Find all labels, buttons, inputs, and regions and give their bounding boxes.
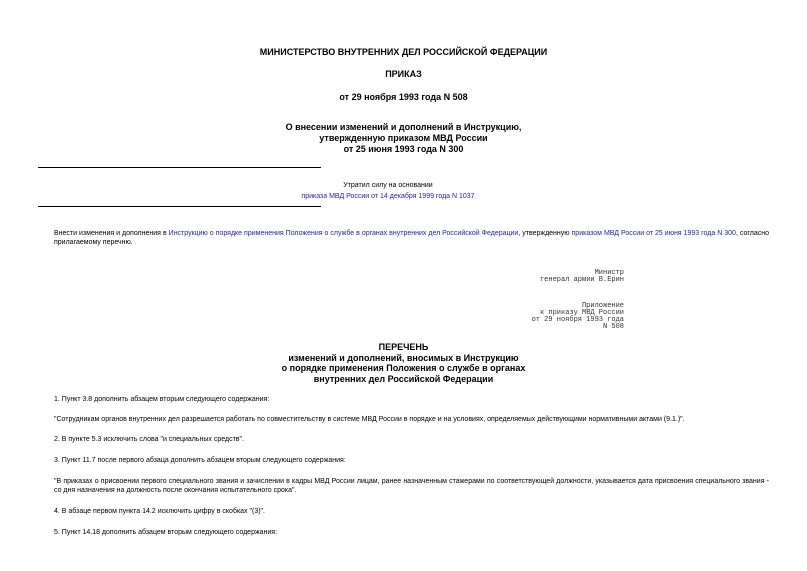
list-title-line-3: о порядке применения Положения о службе в органах xyxy=(281,363,526,373)
divider-bottom xyxy=(38,206,321,207)
status-note-link-wrap xyxy=(38,192,738,201)
list-title-line-2: изменений и дополнений, вносимых в Инструкцию xyxy=(288,353,519,363)
list-item-2: 2. В пункте 5.3 исключить слова "и специальных средств". xyxy=(54,436,244,443)
appendix-ref-line-3: от 29 ноября 1993 года xyxy=(531,316,624,324)
status-note-text: Утратил силу на основании xyxy=(343,182,433,189)
list-title-line-1: ПЕРЕЧЕНЬ xyxy=(378,342,429,352)
order-300-link[interactable]: приказом МВД России от 25 июня 1993 года N 300 xyxy=(571,230,736,237)
repeal-order-link[interactable]: приказа МВД России от 14 декабря 1999 года N 1037 xyxy=(301,193,475,200)
doc-title-line-1: О внесении изменений и дополнений в Инструкцию, xyxy=(285,122,522,132)
instruction-link[interactable]: Инструкцию о порядке применения Положения о службе в органах внутренних дел Российской Федерации xyxy=(168,230,519,237)
divider-top xyxy=(38,167,321,168)
list-item-3: 3. Пункт 11.7 после первого абзаца дополнить абзацем вторым следующего содержания: xyxy=(54,457,346,464)
doc-title-line-3: от 25 июня 1993 года N 300 xyxy=(343,144,464,154)
list-item-1-quote: "Сотрудникам органов внутренних дел разрешается работать по совместительству в системе МВД России в порядке и на условиях, определяемых действующими нормативными актами (9.1.)". xyxy=(54,416,685,423)
doc-date-number: от 29 ноября 1993 года N 508 xyxy=(339,92,468,102)
doc-type-heading: ПРИКАЗ xyxy=(385,69,422,79)
ministry-heading: МИНИСТЕРСТВО ВНУТРЕННИХ ДЕЛ РОССИЙСКОЙ ФЕДЕРАЦИИ xyxy=(259,47,548,57)
signature-title: Министр xyxy=(594,269,624,277)
list-item-4: 4. В абзаце первом пункта 14.2 исключить цифру в скобках "(3)". xyxy=(54,508,265,515)
intro-text-1: Внести изменения и дополнения в xyxy=(54,230,169,237)
list-item-3-quote: "В приказах о присвоении первого специального звания и зачислении в кадры МВД России лицам, ранее назначенным стажерами по соответствующей должности, указывается дата присвоения специального звания - со дня назначения на должность после окончания испытательного срока". xyxy=(54,478,769,494)
list-title-line-4: внутренних дел Российской Федерации xyxy=(313,374,494,384)
appendix-ref-block xyxy=(532,303,624,331)
signature-block xyxy=(540,270,624,284)
intro-paragraph xyxy=(38,229,769,247)
appendix-ref-line-4: N 508 xyxy=(602,323,624,331)
intro-text-3: , согласно прилагаемому перечню. xyxy=(54,230,769,246)
signature-name: генерал армии В.Ерин xyxy=(539,276,624,284)
list-item-5: 5. Пункт 14.18 дополнить абзацем вторым следующего содержания: xyxy=(54,529,278,536)
appendix-ref-line-2: к приказу МВД России xyxy=(539,309,624,317)
intro-text-2: , утвержденную xyxy=(518,230,572,237)
appendix-ref-line-1: Приложение xyxy=(581,302,624,310)
doc-title-line-2: утвержденную приказом МВД России xyxy=(319,133,488,143)
list-item-1: 1. Пункт 3.8 дополнить абзацем вторым следующего содержания: xyxy=(54,396,270,403)
